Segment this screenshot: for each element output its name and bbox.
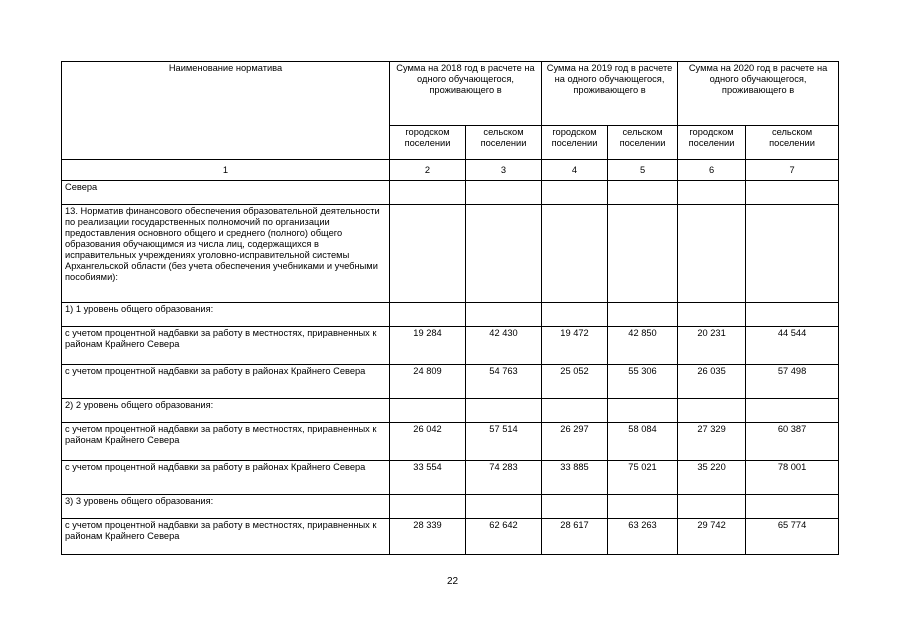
value-cell: 27 329 [678, 423, 746, 461]
value-cell: 74 283 [466, 461, 542, 495]
row-label: 13. Норматив финансового обеспечения образовательной деятельности по реализации государственных полномочий по организации предоставления основного общего и среднего (полного) общего образования обучающимся из числа лиц, содержащихся в исправительных учреждениях уголовно-исправительной системы Архангельской области (без учета обеспечения учебниками и учебными пособиями): [62, 205, 390, 303]
value-cell: 58 084 [608, 423, 678, 461]
value-cell [678, 495, 746, 519]
value-cell [466, 181, 542, 205]
value-cell: 28 617 [542, 519, 608, 555]
value-cell: 29 742 [678, 519, 746, 555]
header-rural-2020: сельском поселении [746, 126, 839, 160]
table-row [62, 495, 839, 519]
value-cell [608, 495, 678, 519]
row-label: с учетом процентной надбавки за работу в местностях, приравненных к районам Крайнего Севера [62, 423, 390, 461]
value-cell [746, 495, 839, 519]
row-label: 3) 3 уровень общего образования: [62, 495, 390, 519]
table-row [62, 399, 839, 423]
table-row [62, 205, 839, 303]
col-number-2: 2 [390, 160, 466, 181]
value-cell: 24 809 [390, 365, 466, 399]
header-row-years [62, 62, 839, 126]
header-year-2020: Сумма на 2020 год в расчете на одного обучающегося, проживающего в [678, 62, 839, 126]
value-cell [746, 399, 839, 423]
value-cell: 25 052 [542, 365, 608, 399]
header-urban-2019: городском поселении [542, 126, 608, 160]
value-cell: 42 430 [466, 327, 542, 365]
table-row [62, 181, 839, 205]
value-cell: 26 042 [390, 423, 466, 461]
value-cell: 33 885 [542, 461, 608, 495]
col-number-3: 3 [466, 160, 542, 181]
value-cell [608, 399, 678, 423]
value-cell: 60 387 [746, 423, 839, 461]
table-row [62, 461, 839, 495]
value-cell: 54 763 [466, 365, 542, 399]
header-urban-2020: городском поселении [678, 126, 746, 160]
header-rural-2019: сельском поселении [608, 126, 678, 160]
header-name-cell: Наименование норматива [62, 62, 390, 160]
value-cell [746, 181, 839, 205]
table-row [62, 519, 839, 555]
header-urban-2018: городском поселении [390, 126, 466, 160]
value-cell [542, 303, 608, 327]
header-year-2019: Сумма на 2019 год в расчете на одного обучающегося, проживающего в [542, 62, 678, 126]
value-cell: 63 263 [608, 519, 678, 555]
row-label: Севера [62, 181, 390, 205]
normative-table [61, 61, 839, 555]
value-cell: 20 231 [678, 327, 746, 365]
value-cell: 57 498 [746, 365, 839, 399]
row-label: с учетом процентной надбавки за работу в районах Крайнего Севера [62, 365, 390, 399]
value-cell [678, 303, 746, 327]
value-cell [542, 205, 608, 303]
value-cell: 78 001 [746, 461, 839, 495]
value-cell [746, 205, 839, 303]
header-rural-2018: сельском поселении [466, 126, 542, 160]
value-cell: 65 774 [746, 519, 839, 555]
table-row [62, 423, 839, 461]
value-cell [608, 303, 678, 327]
value-cell [390, 181, 466, 205]
value-cell: 75 021 [608, 461, 678, 495]
value-cell [542, 399, 608, 423]
value-cell: 33 554 [390, 461, 466, 495]
value-cell [608, 181, 678, 205]
row-label: 2) 2 уровень общего образования: [62, 399, 390, 423]
header-year-2018: Сумма на 2018 год в расчете на одного обучающегося, проживающего в [390, 62, 542, 126]
value-cell [466, 495, 542, 519]
value-cell [678, 399, 746, 423]
col-number-4: 4 [542, 160, 608, 181]
value-cell [542, 495, 608, 519]
column-number-row [62, 160, 839, 181]
col-number-6: 6 [678, 160, 746, 181]
value-cell [746, 303, 839, 327]
col-number-7: 7 [746, 160, 839, 181]
value-cell [390, 205, 466, 303]
value-cell: 42 850 [608, 327, 678, 365]
page-number: 22 [446, 576, 459, 587]
value-cell [466, 303, 542, 327]
value-cell: 19 284 [390, 327, 466, 365]
table-row [62, 303, 839, 327]
value-cell [466, 205, 542, 303]
value-cell [608, 205, 678, 303]
value-cell: 44 544 [746, 327, 839, 365]
value-cell [390, 399, 466, 423]
value-cell: 57 514 [466, 423, 542, 461]
row-label: с учетом процентной надбавки за работу в местностях, приравненных к районам Крайнего Севера [62, 519, 390, 555]
value-cell: 26 297 [542, 423, 608, 461]
value-cell [390, 495, 466, 519]
value-cell [678, 181, 746, 205]
row-label: с учетом процентной надбавки за работу в местностях, приравненных к районам Крайнего Севера [62, 327, 390, 365]
value-cell: 28 339 [390, 519, 466, 555]
value-cell: 35 220 [678, 461, 746, 495]
row-label: 1) 1 уровень общего образования: [62, 303, 390, 327]
value-cell [466, 399, 542, 423]
table-row [62, 365, 839, 399]
value-cell: 62 642 [466, 519, 542, 555]
value-cell [542, 181, 608, 205]
table-row [62, 327, 839, 365]
col-number-1: 1 [62, 160, 390, 181]
col-number-5: 5 [608, 160, 678, 181]
value-cell: 19 472 [542, 327, 608, 365]
value-cell [390, 303, 466, 327]
value-cell: 55 306 [608, 365, 678, 399]
row-label: с учетом процентной надбавки за работу в районах Крайнего Севера [62, 461, 390, 495]
value-cell: 26 035 [678, 365, 746, 399]
value-cell [678, 205, 746, 303]
